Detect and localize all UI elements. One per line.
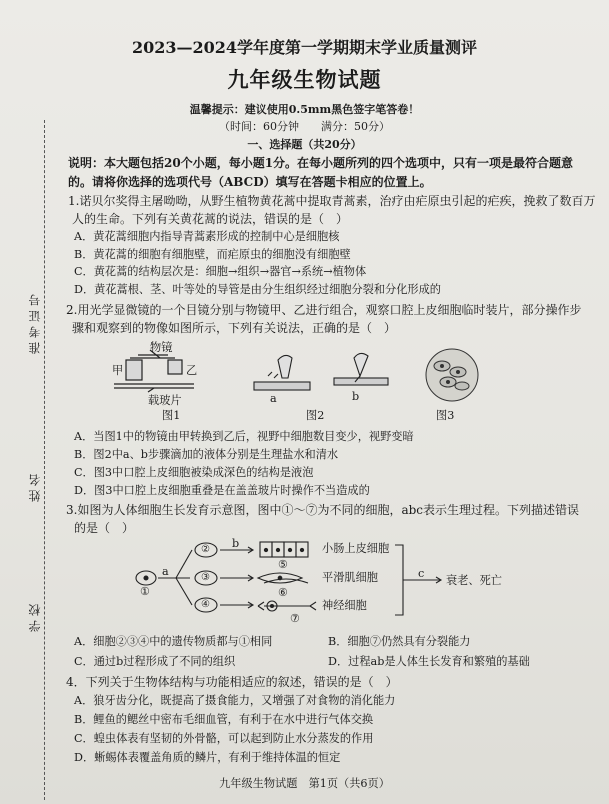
q3-option-d: D．过程ab是人体生长发育和繁殖的基础 bbox=[328, 655, 530, 668]
q3-label-7: ⑦ bbox=[290, 612, 301, 625]
q2-option-b: B．图2中a、b步骤滴加的液体分别是生理盐水和清水 bbox=[74, 448, 339, 461]
fig2-b-label: b bbox=[352, 390, 360, 403]
q4-option-a: A．狼牙齿分化，既提高了摄食能力，又增强了对食物的消化能力 bbox=[74, 694, 396, 707]
fig1-caption: 图1 bbox=[162, 409, 181, 422]
q3-option-c: C．通过b过程形成了不同的组织 bbox=[74, 655, 236, 668]
exam-title: 2023—2024学年度第一学期期末学业质量测评 bbox=[131, 38, 478, 57]
q3-cell-smooth-muscle: 平滑肌细胞 bbox=[322, 571, 378, 584]
fig3-caption: 图3 bbox=[436, 409, 455, 422]
q2-option-a: A．当图1中的物镜由甲转换到乙后，视野中细胞数目变少，视野变暗 bbox=[74, 430, 414, 443]
q4-option-c: C．蝗虫体表有坚韧的外骨骼，可以起到防止水分蒸发的作用 bbox=[74, 732, 374, 745]
q3-process-c: c bbox=[418, 567, 425, 580]
q1-option-d: D．黄花蒿根、茎、叶等处的导管是由分生组织经过细胞分裂和分化形成的 bbox=[74, 283, 441, 296]
q1-stem-1: 1.诺贝尔奖得主屠呦呦，从野生植物黄花蒿中提取青蒿素，治疗由疟原虫引起的疟疾，挽救了数百万 bbox=[68, 194, 596, 208]
q3-cell-intestinal: 小肠上皮细胞 bbox=[322, 542, 390, 555]
q3-label-2: ② bbox=[201, 544, 210, 555]
q4-option-b: B．鲤鱼的鳃丝中密布毛细血管，有利于在水中进行气体交换 bbox=[74, 713, 374, 726]
q3-stem-2: 的是（ ） bbox=[74, 521, 135, 535]
fig1-objective-label: 物镜 bbox=[150, 341, 173, 354]
q3-option-a: A．细胞②③④中的遗传物质都与①相同 bbox=[74, 635, 273, 648]
q1-option-a: A．黄花蒿细胞内指导青蒿素形成的控制中心是细胞核 bbox=[74, 230, 340, 243]
q3-label-5: ⑤ bbox=[278, 558, 289, 571]
fig2-caption: 图2 bbox=[306, 409, 325, 422]
q3-stem-1: 3.如图为人体细胞生长发育示意图，图中①～⑦为不同的细胞，abc表示生理过程。下列描述错误 bbox=[66, 503, 580, 517]
q3-process-b: b bbox=[232, 537, 240, 550]
q3-label-3: ③ bbox=[201, 571, 210, 583]
tip-text: 温馨提示：建议使用0.5mm黑色签字笔答卷！ bbox=[189, 103, 420, 116]
subject-title: 九年级生物试题 bbox=[227, 67, 382, 92]
q2-stem-1: 2.用光学显微镜的一个目镜分别与物镜甲、乙进行组合，观察口腔上皮细胞临时装片，部分操作步 bbox=[66, 303, 582, 317]
q3-label-6: ⑥ bbox=[278, 586, 289, 599]
q3-option-b: B．细胞⑦仍然具有分裂能力 bbox=[328, 635, 471, 648]
q2-option-c: C．图3中口腔上皮细胞被染成深色的结构是液泡 bbox=[74, 466, 314, 479]
name-label: 姓名 bbox=[28, 470, 42, 502]
q2-option-d: D．图3中口腔上皮细胞重叠是在盖盖玻片时操作不当造成的 bbox=[74, 484, 370, 497]
page-footer: 九年级生物试题 第1页（共6页） bbox=[219, 777, 390, 790]
q4-option-d: D．蜥蜴体表覆盖角质的鳞片，有利于维持体温的恒定 bbox=[74, 751, 341, 764]
fig1-slide-label: 载玻片 bbox=[148, 394, 182, 407]
fig2-a-label: a bbox=[270, 392, 277, 405]
q3-fate: 衰老、死亡 bbox=[446, 574, 502, 587]
instruction-line-1: 说明：本大题包括20个小题，每小题1分。在每小题所列的四个选项中，只有一项是最符合题意 bbox=[68, 156, 574, 170]
q1-stem-2: 人的生命。下列有关黄花蒿的说法，错误的是（ ） bbox=[72, 212, 349, 226]
q3-cell-neuron: 神经细胞 bbox=[322, 599, 367, 612]
fig1-yi-label: 乙 bbox=[186, 364, 198, 377]
q1-option-c: C．黄花蒿的结构层次是：细胞→组织→器官→系统→植物体 bbox=[74, 265, 367, 278]
q1-option-b: B．黄花蒿的细胞有细胞壁，而疟原虫的细胞没有细胞壁 bbox=[74, 248, 351, 261]
q3-label-1: ① bbox=[140, 585, 151, 598]
time-score: （时间：60分钟 满分：50分） bbox=[219, 120, 390, 133]
q3-process-a: a bbox=[162, 565, 169, 578]
instruction-line-2: 的。请将你选择的选项代号（ABCD）填写在答题卡相应的位置上。 bbox=[68, 175, 432, 189]
q3-label-4: ④ bbox=[201, 599, 210, 610]
exam-number-label: 准考证号 bbox=[28, 290, 42, 354]
fig1-jia-label: 甲 bbox=[112, 364, 124, 377]
school-label: 学校 bbox=[28, 600, 42, 632]
section-heading: 一、选择题（共20分） bbox=[247, 138, 362, 151]
q2-stem-2: 骤和观察到的物像如图所示，下列有关说法，正确的是（ ） bbox=[72, 321, 397, 335]
q4-stem: 4．下列关于生物体结构与功能相适应的叙述，错误的是（ ） bbox=[66, 675, 398, 689]
